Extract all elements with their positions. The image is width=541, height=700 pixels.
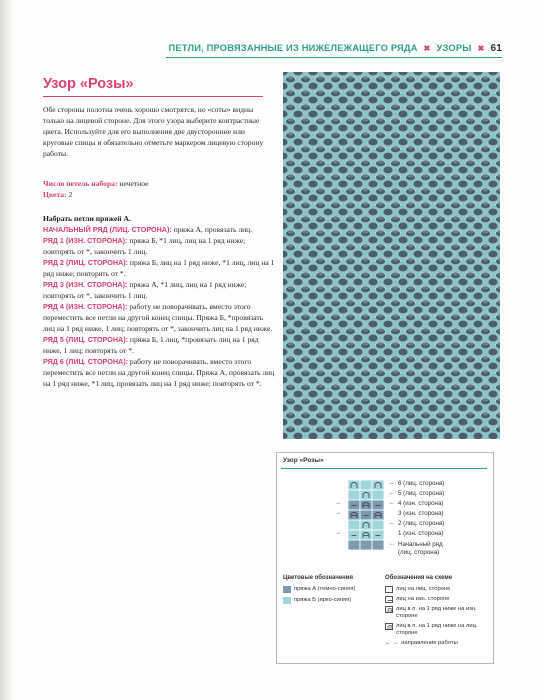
legend-knit-ws: [385, 596, 485, 603]
legend-label: лиц в п. на 1 ряд ниже на изн. стороне: [396, 606, 477, 620]
knit-below-ws-icon: [385, 606, 393, 613]
legend-yarn-a: [283, 586, 355, 593]
chart-cell: [348, 490, 360, 500]
legend-knit-below-ws: [385, 606, 485, 620]
chart-cell: [372, 520, 384, 530]
row-label: РЯД 1 (ИЗН. СТОРОНА):: [43, 236, 128, 245]
chart-cell: [348, 500, 360, 510]
legend-label: лиц на лиц. стороне: [396, 586, 451, 592]
empty-square-icon: [385, 586, 393, 593]
header-rule: [166, 57, 502, 58]
chart-row-label: 1 (изн. сторона): [398, 530, 444, 537]
row-arrow: ←: [389, 541, 395, 547]
row-label: РЯД 2 (ЛИЦ. СТОРОНА):: [43, 258, 129, 267]
left-arrow: →: [335, 500, 341, 506]
chart-grid: [347, 479, 385, 551]
legend-yarn-b: [283, 597, 351, 604]
row-text: пряжа А, *1 лиц, лиц на 1 ряд ниже; повторять от *, закончить 1 лиц.: [43, 280, 247, 300]
pattern-specs: [43, 178, 269, 200]
running-header: [166, 40, 502, 56]
row-instruction: [43, 279, 275, 301]
pattern-intro: Обе стороны полотна очень хорошо смотрятся, но «соты» видны только на лицевой стороне. Для этого узора выберите контрастные цвета. Используйте для его выполнения две двусторонние или круговые спицы и обязательно отметьте маркером лицевую сторону работы.: [43, 105, 264, 158]
direction-arrows-icon: ← →: [385, 640, 399, 646]
pattern-title: Узор «Розы»: [43, 76, 134, 92]
knit-below-rs-icon: [385, 623, 393, 630]
row-instruction: [43, 224, 275, 235]
cast-on-instruction: Набрать петли пряжей А.: [43, 214, 131, 223]
row-instruction: [43, 356, 275, 389]
chart-cell: [348, 540, 360, 550]
color-legend-title: Цветовые обозначения: [283, 575, 353, 581]
chart-cell: [372, 540, 384, 550]
legend-label: направление работы: [401, 640, 458, 646]
chart-row-label: 6 (лиц. сторона): [398, 480, 445, 487]
colors-value: 2: [68, 190, 73, 199]
page-gutter-shadow: [0, 0, 14, 700]
yarn-a-swatch: [283, 586, 291, 593]
chart-row-label: Начальный ряд: [398, 541, 443, 548]
colors-label: Цвета:: [43, 190, 67, 199]
row-text: пряжа Б, 1 лиц, *провязать лиц на 1 ряд ниже, 1 лиц; повторять от *.: [43, 335, 259, 355]
pattern-chart: [276, 452, 494, 664]
row-label: РЯД 6 (ЛИЦ. СТОРОНА):: [43, 357, 129, 366]
chart-cell: [360, 510, 372, 520]
title-rule: [43, 96, 263, 97]
row-instruction: [43, 257, 275, 279]
legend-label: лиц на изн. стороне: [396, 596, 450, 602]
row-label: РЯД 4 (ИЗН. СТОРОНА):: [43, 302, 128, 311]
instructions: [43, 213, 275, 389]
row-arrow: ←: [389, 520, 395, 526]
row-instruction: [43, 235, 275, 257]
stitch-count-value: нечетное: [119, 179, 149, 188]
chart-cell: [372, 500, 384, 510]
row-instruction: [43, 334, 275, 356]
chart-cell: [360, 520, 372, 530]
row-label: РЯД 3 (ИЗН. СТОРОНА):: [43, 280, 128, 289]
chart-cell: [372, 530, 384, 540]
row-label: НАЧАЛЬНЫЙ РЯД (ЛИЦ. СТОРОНА):: [43, 225, 172, 234]
chart-cell: [372, 480, 384, 490]
legend-label: пряжа А (темно-синяя): [294, 586, 356, 592]
legend-knit-below-rs: [385, 623, 485, 637]
chart-cell: [372, 490, 384, 500]
legend-knit-rs: [385, 586, 485, 593]
page-number: 61: [490, 42, 502, 54]
chart-row-label: (лиц. сторона): [398, 549, 440, 556]
header-section: ПЕТЛИ, ПРОВЯЗАННЫЕ ИЗ НИЖЕЛЕЖАЩЕГО РЯДА: [168, 43, 418, 53]
left-arrow: →: [335, 510, 341, 516]
row-text: работу не поворачивать, вместо этого переместить все петли на другой конец спицы. Пряжа Б, *провязать лиц на 1 ряд ниже, 1 лиц; повторять от *, закончить лиц на 1 ряд ниже.: [43, 302, 273, 333]
chart-cell: [360, 540, 372, 550]
swatch-texture: [283, 72, 500, 439]
row-label: РЯД 5 (ЛИЦ. СТОРОНА):: [43, 335, 129, 344]
chart-cell: [348, 510, 360, 520]
chart-row-label: 3 (изн. сторона): [398, 510, 444, 517]
left-arrow: →: [335, 530, 341, 536]
chart-row-label: 5 (лиц. сторона): [398, 490, 445, 497]
row-arrow: ←: [389, 490, 395, 496]
chart-cell: [360, 530, 372, 540]
chart-cell: [348, 480, 360, 490]
stitch-count-label: Число петель набора:: [43, 179, 118, 188]
knitted-swatch-photo: [283, 72, 500, 439]
header-separator-icon: ✖: [477, 43, 485, 53]
chart-row-label: 2 (лиц. сторона): [398, 520, 445, 527]
chart-cell: [372, 510, 384, 520]
chart-title: Узор «Розы»: [283, 457, 324, 464]
yarn-b-swatch: [283, 597, 291, 604]
chart-cell: [360, 490, 372, 500]
header-chapter: УЗОРЫ: [436, 43, 472, 53]
row-instruction: [43, 301, 275, 334]
row-text: пряжа А, провязать лиц.: [173, 225, 253, 234]
legend-direction: [385, 640, 485, 647]
chart-cell: [360, 500, 372, 510]
row-text: работу не поворачивать, вместо этого переместить все петли на другой конец спицы. Пряжа А, провязать лиц на 1 ряд ниже, *1 лиц, провязать лиц на 1 ряд ниже; повторять от *.: [43, 357, 275, 388]
row-arrow: ←: [389, 480, 395, 486]
legend-label: пряжа Б (ярко-синяя): [294, 597, 352, 603]
row-text: пряжа Б, лиц на 1 ряд ниже, *1 лиц, лиц на 1 ряд ниже; повторять от *.: [43, 258, 275, 278]
row-arrow: ←: [389, 500, 395, 506]
legend-label: лиц в п. на 1 ряд ниже на лиц. стороне: [396, 623, 478, 637]
symbol-legend-title: Обозначения на схеме: [385, 575, 453, 581]
chart-cell: [348, 530, 360, 540]
chart-row-label: 4 (изн. сторона): [398, 500, 444, 507]
chart-title-rule: [281, 468, 487, 469]
chart-cell: [360, 480, 372, 490]
chart-cell: [348, 520, 360, 530]
header-separator-icon: ✖: [423, 43, 431, 53]
row-text: пряжа Б, *1 лиц, лиц на 1 ряд ниже; повторять от *, закончить 1 лиц.: [43, 236, 246, 256]
dash-square-icon: [385, 596, 393, 603]
